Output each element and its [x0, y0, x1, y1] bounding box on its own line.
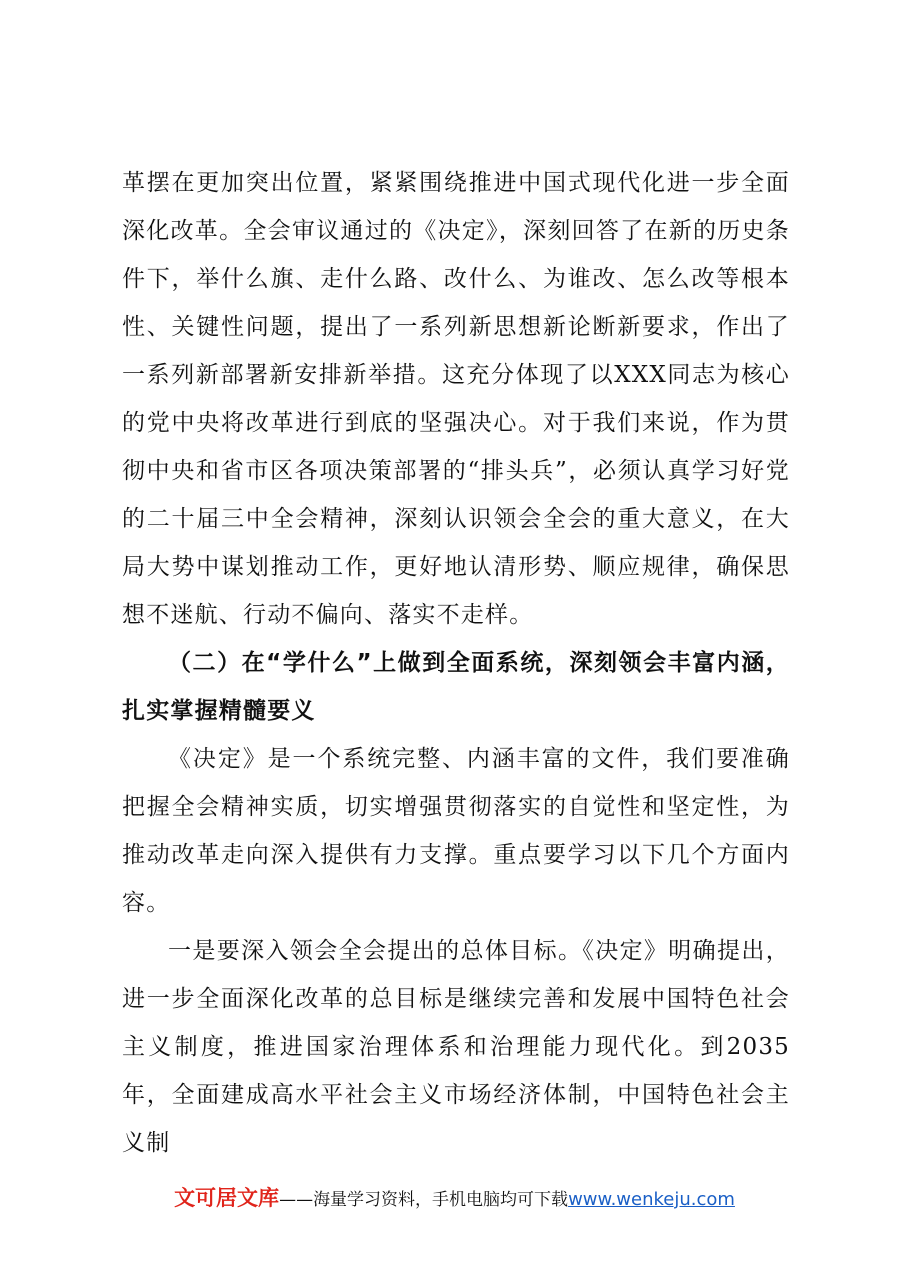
footer-link[interactable]: www.wenkeju.com: [568, 1189, 735, 1210]
footer-banner: [0, 1182, 909, 1212]
footer-brand: 文可居文库: [174, 1186, 280, 1210]
body-paragraph: 一是要深入领会全会提出的总体目标。《决定》明确提出，进一步全面深化改革的总目标是继续完善和发展中国特色社会主义制度，推进国家治理体系和治理能力现代化。到2035年，全面建成高水平社会主义市场经济体制，中国特色社会主义制: [122, 938, 790, 1156]
section-heading: （二）在“学什么”上做到全面系统，深刻领会丰富内涵，扎实掌握精髓要义: [122, 650, 790, 724]
body-paragraph-continued: 革摆在更加突出位置，紧紧围绕推进中国式现代化进一步全面深化改革。全会审议通过的《决定》，深刻回答了在新的历史条件下，举什么旗、走什么路、改什么、为谁改、怎么改等根本性、关键性问题，提出了一系列新思想新论断新要求，作出了一系列新部署新安排新举措。这充分体现了以XXX同志为核心的党中央将改革进行到底的坚强决心。对于我们来说，作为贯彻中央和省市区各项决策部署的“排头兵”，必须认真学习好党的二十届三中全会精神，深刻认识领会全会的重大意义，在大局大势中谋划推动工作，更好地认清形势、顺应规律，确保思想不迷航、行动不偏向、落实不走样。: [122, 170, 790, 628]
footer-slogan: ——海量学习资料，手机电脑均可下载: [279, 1190, 569, 1210]
body-paragraph: 《决定》是一个系统完整、内涵丰富的文件，我们要准确把握全会精神实质，切实增强贯彻落实的自觉性和坚定性，为推动改革走向深入提供有力支撑。重点要学习以下几个方面内容。: [122, 746, 790, 916]
